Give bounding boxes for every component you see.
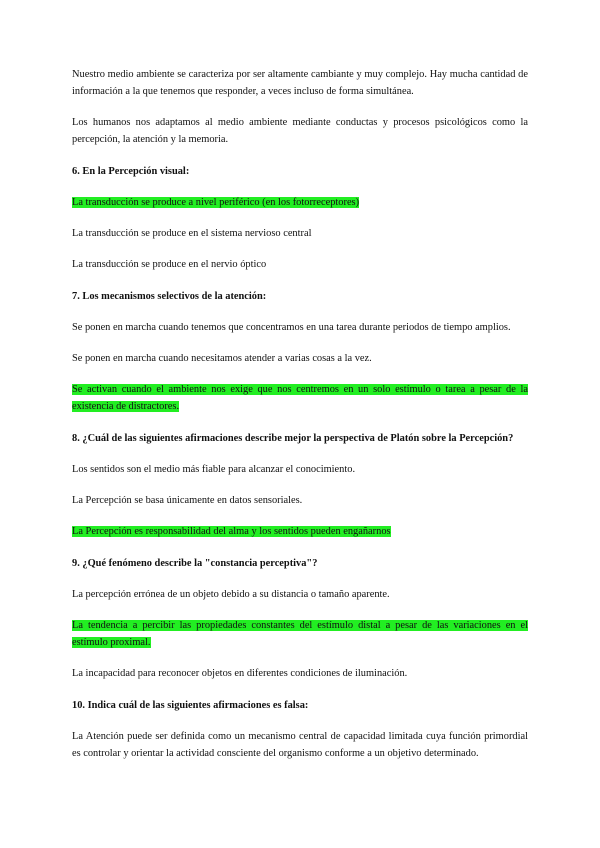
question-6-title: 6. En la Percepción visual: xyxy=(72,166,190,177)
question-8-option-b: La Percepción se basa únicamente en datos sensoriales. xyxy=(72,495,303,506)
answer-highlight: La tendencia a percibir las propiedades constantes del estímulo distal a pesar de las variaciones en el estímulo proximal. xyxy=(72,620,528,648)
answer-highlight: La Percepción es responsabilidad del alma y los sentidos pueden engañarnos xyxy=(72,526,391,537)
question-7-title: 7. Los mecanismos selectivos de la atención: xyxy=(72,291,267,302)
question-7-option-b: Se ponen en marcha cuando necesitamos atender a varias cosas a la vez. xyxy=(72,353,372,364)
question-6-option-a xyxy=(72,194,528,211)
intro-paragraph-2: Los humanos nos adaptamos al medio ambiente mediante conductas y procesos psicológicos como la percepción, la atención y la memoria. xyxy=(72,117,528,145)
intro-paragraph-1: Nuestro medio ambiente se caracteriza por ser altamente cambiante y muy complejo. Hay mucha cantidad de información a la que tenemos que responder, a veces incluso de forma simultánea. xyxy=(72,69,528,97)
question-9-title: 9. ¿Qué fenómeno describe la "constancia perceptiva"? xyxy=(72,558,318,569)
question-7-option-c xyxy=(72,381,528,415)
question-6-option-b: La transducción se produce en el sistema nervioso central xyxy=(72,228,312,239)
question-7-option-a: Se ponen en marcha cuando tenemos que concentramos en una tarea durante periodos de tiempo amplios. xyxy=(72,322,511,333)
question-10-option-a: La Atención puede ser definida como un mecanismo central de capacidad limitada cuya función primordial es controlar y orientar la actividad consciente del organismo conforme a un objetivo determinado. xyxy=(72,731,528,759)
question-9-option-b xyxy=(72,617,528,651)
question-8-option-a: Los sentidos son el medio más fiable para alcanzar el conocimiento. xyxy=(72,464,356,475)
document-page xyxy=(72,66,528,762)
answer-highlight: La transducción se produce a nivel periférico (en los fotorreceptores) xyxy=(72,197,360,208)
question-6-option-c: La transducción se produce en el nervio óptico xyxy=(72,259,267,270)
question-8-option-c xyxy=(72,523,528,540)
question-9-option-c: La incapacidad para reconocer objetos en diferentes condiciones de iluminación. xyxy=(72,668,408,679)
question-9-option-a: La percepción errónea de un objeto debido a su distancia o tamaño aparente. xyxy=(72,589,390,600)
answer-highlight: Se activan cuando el ambiente nos exige que nos centremos en un solo estímulo o tarea a pesar de la existencia de distractores. xyxy=(72,384,528,412)
question-10-title: 10. Indica cuál de las siguientes afirmaciones es falsa: xyxy=(72,700,309,711)
question-8-title: 8. ¿Cuál de las siguientes afirmaciones describe mejor la perspectiva de Platón sobre la Percepción? xyxy=(72,433,514,444)
